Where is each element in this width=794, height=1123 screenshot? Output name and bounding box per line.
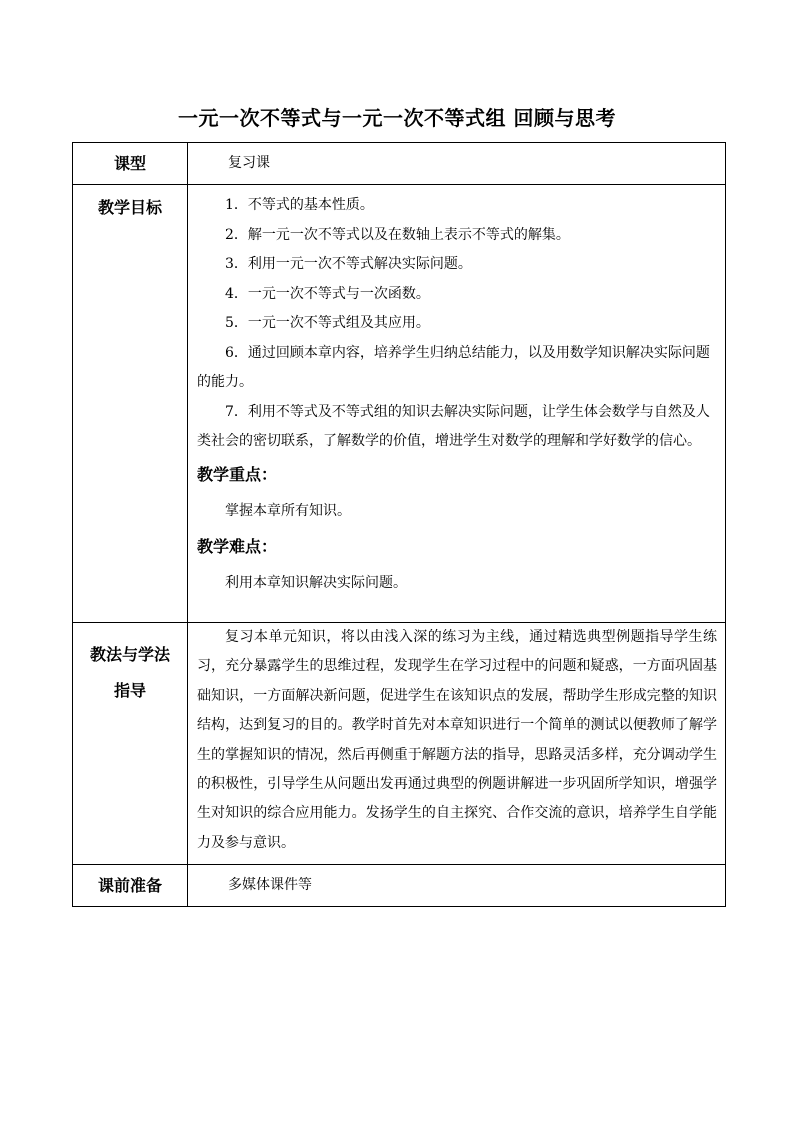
value-cell-teaching-methods — [188, 623, 726, 865]
row-teaching-goals — [73, 185, 726, 623]
goal-item-1: 1．不等式的基本性质。 — [225, 197, 374, 213]
goal-item-4: 4．一元一次不等式与一次函数。 — [225, 285, 430, 302]
row-lesson-type — [73, 143, 726, 185]
label-cell-preparation — [73, 865, 188, 907]
goal-item-3: 3．利用一元一次不等式解决实际问题。 — [225, 256, 472, 272]
teaching-methods-content — [188, 623, 725, 864]
goal-item-2: 2．解一元一次不等式以及在数轴上表示不等式的解集。 — [225, 226, 570, 243]
preparation-value: 多媒体课件等 — [228, 877, 312, 894]
lesson-plan-table — [72, 142, 726, 907]
label-cell-teaching-methods — [73, 623, 188, 865]
document-title: 一元一次不等式与一元一次不等式组 回顾与思考 — [178, 106, 616, 130]
row-preparation — [73, 865, 726, 907]
label-cell-lesson-type — [73, 143, 188, 185]
teaching-methods-label — [73, 623, 187, 709]
lesson-type-label: 课型 — [113, 154, 146, 173]
goal-item-5: 5．一元一次不等式组及其应用。 — [225, 315, 430, 331]
teaching-methods-text: 复习本单元知识，将以由浅入深的练习为主线，通过精选典型例题指导学生练习，充分暴露学生的思维过程，发现学生在学习过程中的问题和疑惑，一方面巩固基础知识，一方面解决新问题，促进学生在该知识点的发展，帮助学生形成完整的知识结构，达到复习的目的。教学时首先对本章知识进行一个简单的测试以便教师了解学生的掌握知识的情况，然后再侧重于解题方法的指导，思路灵活多样，充分调动学生的积极性，引导学生从问题出发再通过典型的例题讲解进一步巩固所学知识，增强学生对知识的综合应用能力。发扬学生的自主探究、合作交流的意识，培养学生自学能力及参与意识。 — [197, 629, 717, 851]
lesson-type-value: 复习课 — [228, 155, 270, 171]
preparation-label: 课前准备 — [97, 876, 162, 896]
teaching-methods-label-line1: 教法与学法 — [89, 645, 170, 664]
key-point-text: 掌握本章所有知识。 — [225, 502, 351, 519]
goal-item-7: 7．利用不等式及不等式组的知识去解决实际问题，让学生体会数学与自然及人类社会的密切联系，了解数学的价值，增进学生对数学的理解和学好数学的信心。 — [197, 403, 710, 449]
value-cell-lesson-type — [188, 143, 726, 185]
goal-item-6: 6．通过回顾本章内容，培养学生归纳总结能力，以及用数学知识解决实际问题的能力。 — [197, 344, 710, 390]
value-cell-preparation — [188, 865, 726, 907]
value-cell-teaching-goals — [188, 185, 726, 623]
teaching-goals-label: 教学目标 — [97, 198, 162, 217]
key-point-heading: 教学重点： — [197, 464, 278, 484]
label-cell-teaching-goals — [73, 185, 188, 623]
teaching-goals-content — [188, 185, 725, 601]
row-teaching-methods — [73, 623, 726, 865]
difficulty-text: 利用本章知识解决实际问题。 — [225, 574, 407, 591]
teaching-methods-label-line2: 指导 — [113, 681, 146, 700]
difficulty-heading: 教学难点： — [197, 536, 278, 556]
